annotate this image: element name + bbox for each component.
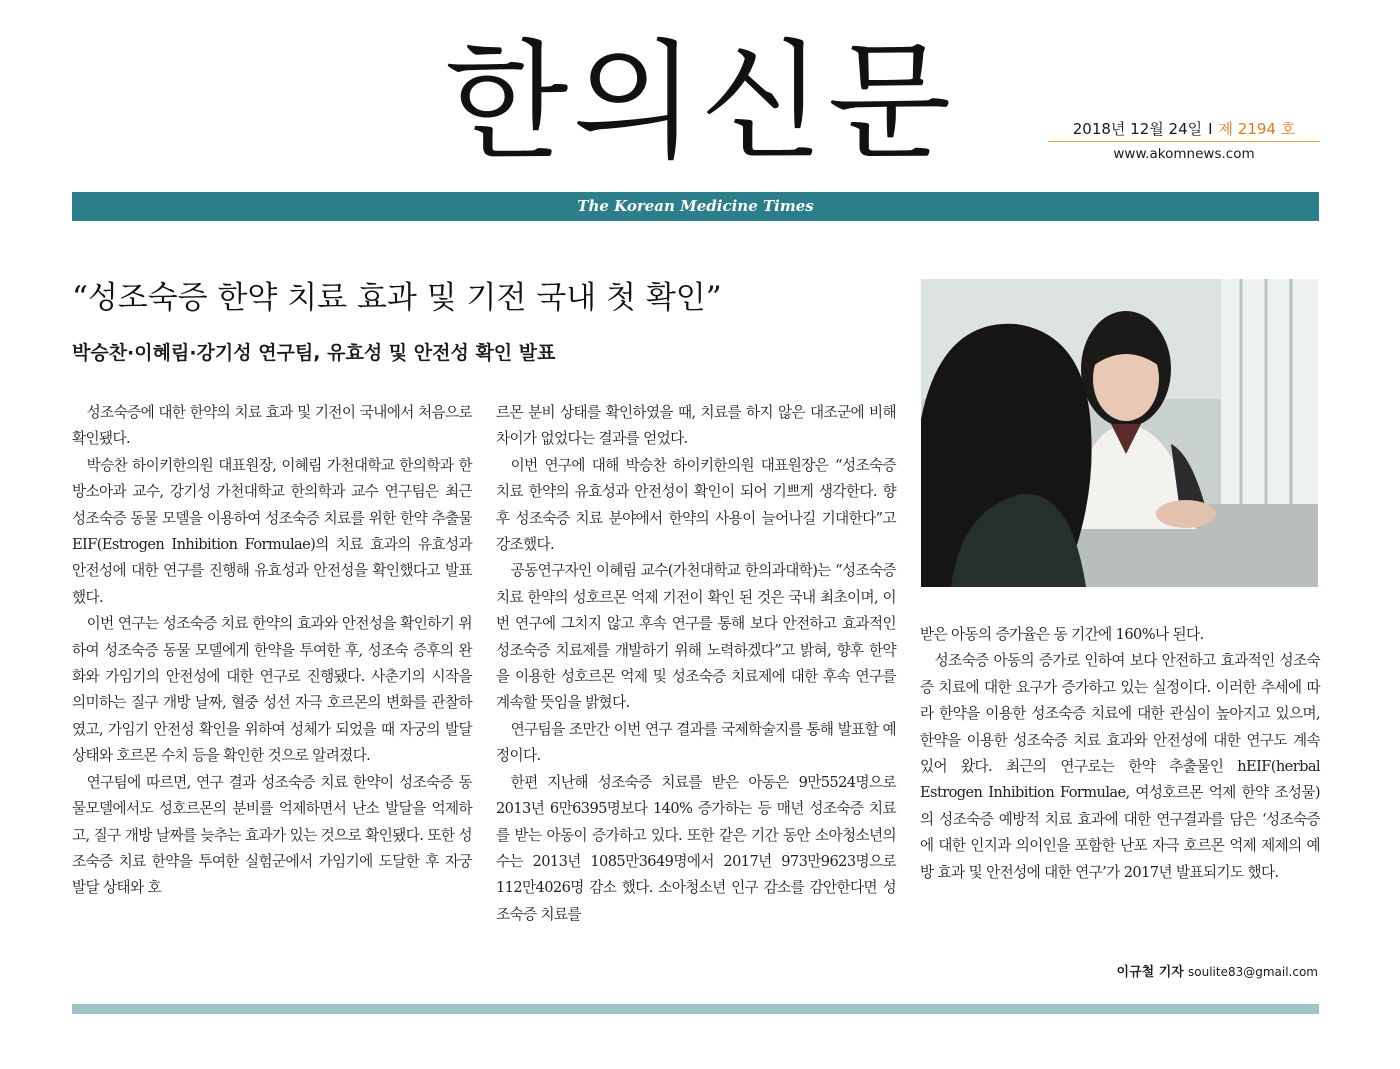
- reporter-email[interactable]: soulite83@gmail.com: [1188, 965, 1318, 979]
- paragraph: 연구팀에 따르면, 연구 결과 성조숙증 치료 한약이 성조숙증 동물모델에서도 성호르몬의 분비를 억제하면서 난소 발달을 억제하고, 질구 개방 날짜를 늦추는 효과가 있는 것으로 확인됐다. 또한 성조숙증 치료 한약을 투여한 실험군에서 가임기에 도달한 후 자궁 발달 상태와 호: [72, 773, 472, 897]
- article-column-1: [72, 400, 472, 902]
- article-subheadline: 박승찬·이혜림·강기성 연구팀, 유효성 및 안전성 확인 발표: [72, 342, 556, 364]
- article-photo: [921, 279, 1318, 587]
- paragraph: 성조숙증 아동의 증가로 인하여 보다 안전하고 효과적인 성조숙증 치료에 대한 요구가 증가하고 있는 실정이다. 이러한 추세에 따라 한약을 이용한 성조숙증 치료에 대한 관심이 높아지고 있으며, 한약을 이용한 성조숙증 치료 효과와 안전성에 대한 연구도 계속 있어 왔다. 최근의 연구로는 한약 추출물인 hEIF(herbal Estrogen Inhibition Formulae, 여성호르몬 억제 한약 조성물)의 성조숙증 예방적 치료 효과에 대한 연구결과를 담은 ‘성조숙증에 대한 인지과 의이인을 포함한 난포 자극 호르몬 억제 제제의 예방 효과 및 안전성에 대한 연구’가 2017년 발표되기도 했다.: [920, 652, 1320, 881]
- issue-number: 제 2194 호: [1218, 120, 1296, 138]
- reporter-name: 이규철 기자: [1116, 965, 1184, 980]
- paragraph: 성조숙증에 대한 한약의 치료 효과 및 기전이 국내에서 처음으로 확인됐다.: [72, 404, 472, 448]
- article-column-2: [496, 400, 896, 928]
- newspaper-masthead: 한의신문: [444, 28, 956, 177]
- paragraph-continuation: 르몬 분비 상태를 확인하였을 때, 치료를 하지 않은 대조군에 비해 차이가 없었다는 결과를 얻었다.: [496, 404, 896, 448]
- paragraph: 연구팀을 조만간 이번 연구 결과를 국제학술지를 통해 발표할 예정이다.: [496, 720, 896, 765]
- article-headline: “성조숙증 한약 치료 효과 및 기전 국내 첫 확인”: [72, 280, 722, 316]
- article-column-3: [920, 622, 1320, 886]
- website-url[interactable]: www.akomnews.com: [1113, 146, 1255, 162]
- paragraph-continuation: 받은 아동의 증가율은 동 기간에 160%나 된다.: [920, 626, 1204, 643]
- bottom-divider: [72, 1004, 1319, 1014]
- issue-info: [1048, 118, 1320, 142]
- photo-illustration: [921, 279, 1318, 587]
- paragraph: 이번 연구는 성조숙증 치료 한약의 효과와 안전성을 확인하기 위하여 성조숙증 동물 모델에게 한약을 투여한 후, 성조숙 증후의 완화와 가임기의 안전성에 대한 연구로 진행됐다. 사춘기의 시작을 의미하는 질구 개방 날짜, 혈중 성선 자극 호르몬의 변화를 관찰하였고, 가임기 안전성 확인을 위하여 성체가 되었을 때 자궁의 발달 상태와 호르몬 수치 등을 확인한 것으로 알려졌다.: [72, 615, 472, 765]
- reporter-byline: [920, 960, 1318, 985]
- banner-text: The Korean Medicine Times: [577, 197, 814, 215]
- paragraph: 한편 지난해 성조숙증 치료를 받은 아동은 9만5524명으로 2013년 6만6395명보다 140% 증가하는 등 매년 성조숙증 치료를 받는 아동이 증가하고 있다. 또한 같은 기간 동안 소아청소년의 수는 2013년 1085만3649명에서 2017년 973만9623명으로 112만4026명 감소 했다. 소아청소년 인구 감소를 감안한다면 성조숙증 치료를: [496, 773, 896, 923]
- issue-date: 2018년 12월 24일: [1072, 120, 1203, 138]
- paragraph: 박승찬 하이키한의원 대표원장, 이혜림 가천대학교 한의학과 한방소아과 교수, 강기성 가천대학교 한의학과 교수 연구팀은 최근 성조숙증 동물 모델을 이용하여 성조숙증 치료를 위한 한약 추출물 EIF(Estrogen Inhibition Formulae)의 치료 효과의 유효성과 안전성에 대한 연구를 진행해 유효성과 안전성을 확인했다고 발표했다.: [72, 456, 472, 606]
- paragraph: 공동연구자인 이혜림 교수(가천대학교 한의과대학)는 “성조숙증 치료 한약의 성호르몬 억제 기전이 확인 된 것은 국내 최초이며, 이번 연구에 그치지 않고 후속 연구를 통해 보다 안전하고 효과적인 성조숙증 치료제를 개발하기 위해 노력하겠다”고 밝혀, 향후 한약을 이용한 성호르몬 억제 및 성조숙증 치료제에 대한 후속 연구를 계속할 뜻임을 밝혔다.: [496, 562, 896, 712]
- publication-banner: [72, 192, 1319, 221]
- paragraph: 이번 연구에 대해 박승찬 하이키한의원 대표원장은 “성조숙증 치료 한약의 유효성과 안전성이 확인이 되어 기쁘게 생각한다. 향후 성조숙증 치료 분야에서 한약의 사용이 늘어나길 기대한다”고 강조했다.: [496, 456, 896, 554]
- issue-separator: I: [1208, 120, 1213, 138]
